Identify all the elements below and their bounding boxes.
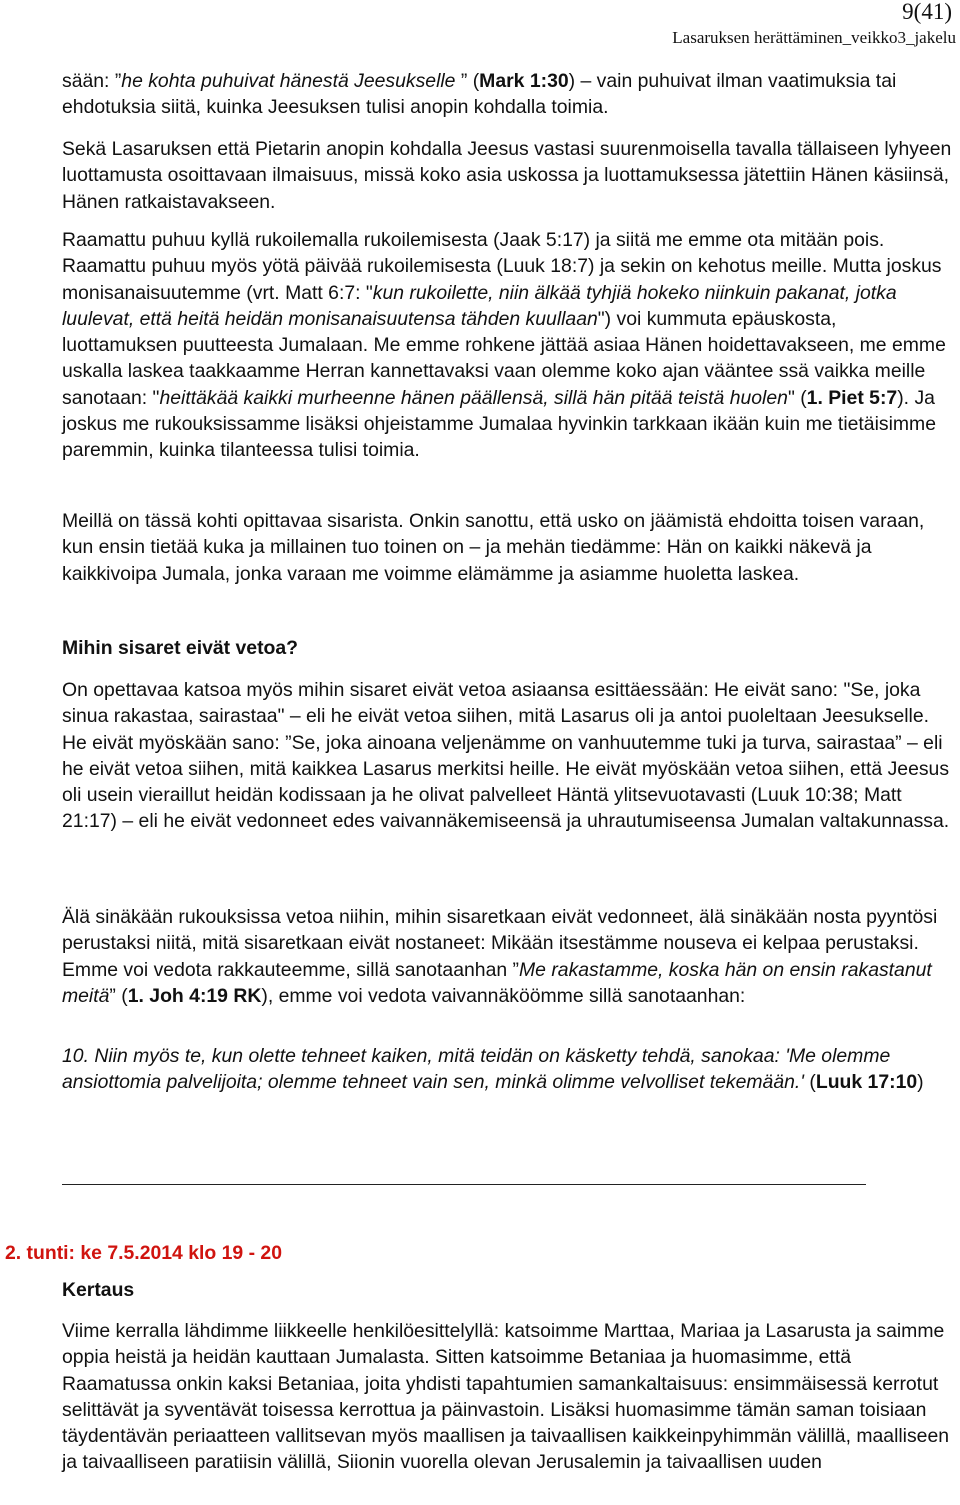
paragraph-lazarus-peter: Sekä Lasaruksen että Pietarin anopin kohdalla Jeesus vastasi suurenmoisella tavalla tällaiseen lyhyeen luottamusta osoittavaan ilmaisuus, missä koko asia uskossa ja luottamuksessa jätettiin Hänen käsiinsä, Hänen ratkaistavakseen. (62, 138, 952, 213)
p6-run-1: Me rakastamme, koska hän on ensin rakastanut meitä (62, 958, 932, 1007)
heading-what-sisters-not-appeal: Mihin sisaret eivät vetoa? (62, 637, 299, 659)
p7-run-3: ) (917, 1071, 924, 1094)
quote-luke-17-10 (62, 1043, 954, 1096)
section-separator (62, 1184, 866, 1185)
p1-run-4: ) – vain puhuivat ilman vaatimuksia tai ehdotuksia siitä, kuinka Jeesuksen tulisi anopin kohdalla toimia. (62, 70, 897, 119)
p6-run-4: ), emme voi vedota vaivannäköömme sillä sanotaanhan: (261, 984, 746, 1007)
document-name: Lasaruksen herättäminen_veikko3_jakelu (672, 28, 956, 47)
p7-run-1: ( (803, 1071, 816, 1094)
p7-run-2: Luuk 17:10 (815, 1071, 918, 1094)
p3-run-1: kun rukoilette, niin älkää tyhjiä hokeko niinkuin pakanat, jotka luulevat, että heitä heidän monisanaisuutensa tähden kuullaan (62, 281, 897, 330)
paragraph-prayer (62, 227, 954, 464)
paragraph-do-not-appeal (62, 904, 954, 1009)
p1-run-1: he kohta puhuivat hänestä Jeesukselle (121, 70, 456, 92)
p3-run-4: " ( (787, 386, 807, 409)
p7-run-0: 10. Niin myös te, kun olette tehneet kaiken, mitä teidän on käsketty tehdä, sanokaa: 'Me olemme ansiottomia palvelijoita; olemme tehneet vain sen, minkä olimme velvolliset tekemään.' (62, 1045, 891, 1094)
p3-run-5: 1. Piet 5:7 (806, 386, 898, 409)
paragraph-recap: Viime kerralla lähdimme liikkeelle henkilöesittelyllä: katsoimme Marttaa, Mariaa ja Lasarusta ja saimme oppia heistä ja heidän kauttaan Jumalasta. Sitten katsoimme Betaniaa ja huomasimme, että Raamatussa onkin kaksi Betaniaa, joita yhdisti tapahtumien samankaltaisuus: ensimmäisessä kerrotut selittävät ja syventävät toisessa kerrottua ja päinvastoin. Lisäksi huomasimme tämän saman toisiaan täydentävän periaatteen vallitsevan myös maallisen ja taivaallisen kaikkeinpyhimmän välillä, maalliseen ja taivaalliseen paratiisin välillä, Siionin vuorella olevan Jerusalemin ja taivaallisen uuden (62, 1320, 950, 1474)
p1-run-2: ” ( (455, 70, 480, 92)
heading-recap: Kertaus (62, 1279, 135, 1301)
p3-run-2: ") voi kummuta epäuskosta, luottamuksen puutteesta Jumalaan. Me emme rohkene jättää asiaa Hänen hoidettavakseen, me emme uskalla laskea taakkaamme Herran kannettavaksi vaan olemme koko ajan vääntee ssä vaikka meille sanotaan: " (62, 307, 946, 409)
lesson-title: 2. tunti: ke 7.5.2014 klo 19 - 20 (5, 1242, 282, 1264)
p1-run-0: sään: ” (62, 70, 122, 92)
p6-run-3: 1. Joh 4:19 RK (127, 984, 262, 1007)
p3-run-3: heittäkää kaikki murheenne hänen päällensä, sillä hän pitää teistä huolen (159, 386, 788, 409)
paragraph-sisters-not-appeal: On opettavaa katsoa myös mihin sisaret eivät vetoa asiaansa esittäessään: He eivät sano: "Se, joka sinua rakastaa, sairastaa" – eli he eivät vetoa siihen, mitä Lasarus oli ja antoi puoleltaan Jeesukselle. He eivät myöskään sano: ”Se, joka ainoana veljenämme on vanhuutemme tuki ja turva, sairastaa” – eli he eivät vetoa siihen, mitä kaikkea Lasarus merkitsi heille. He eivät myöskään vetoa siihen, että Jeesus oli usein vieraillut heidän kodissaan ja he olivat palvelleet Häntä ylitsevuotavasti (Luuk 10:38; Matt 21:17) – eli he eivät vedonneet edes vaivannäkemiseensä ja uhrautumiseensa Jumalan valtakunnassa. (62, 679, 950, 833)
p1-run-3: Mark 1:30 (479, 70, 569, 92)
p3-run-6: ). Ja joskus me rukouksissamme lisäksi ohjeistamme Jumalaa hyvinkin tarkkaan ikään kuin me tietäisimme paremmin, kuinka tilanteessa tulisi toimia. (62, 386, 936, 462)
p3-run-0: Raamattu puhuu kyllä rukoilemalla rukoilemisesta (Jaak 5:17) ja siitä me emme ota mitään pois. Raamattu puhuu myös yötä päivää rukoilemisesta (Luuk 18:7) ja sekin on kehotus meille. Mutta joskus monisanaisuutemme (vrt. Matt 6:7: " (62, 229, 942, 304)
page-number: 9(41) (902, 0, 952, 24)
p6-run-0: Älä sinäkään rukouksissa vetoa niihin, mihin sisaretkaan eivät vedonneet, älä sinäkään nosta pyyntösi perustaksi niitä, mitä sisaretkaan eivät nostaneet: Mikään itsestämme nouseva ei kelpaa perustaksi. Emme voi vedota rakkauteemme, sillä sanotaanhan ” (62, 906, 938, 981)
p6-run-2: ” ( (109, 984, 128, 1007)
paragraph-learn-from-sisters: Meillä on tässä kohti opittavaa sisarista. Onkin sanottu, että usko on jäämistä ehdoitta toisen varaan, kun ensin tietää kuka ja millainen tuo toinen on – ja mehän tiedämme: Hän on kaikki näkevä ja kaikkivoipa Jumala, jonka varaan me voimme elämämme ja asiamme huoletta laskea. (62, 510, 925, 585)
paragraph-mark-1-30 (62, 68, 954, 121)
